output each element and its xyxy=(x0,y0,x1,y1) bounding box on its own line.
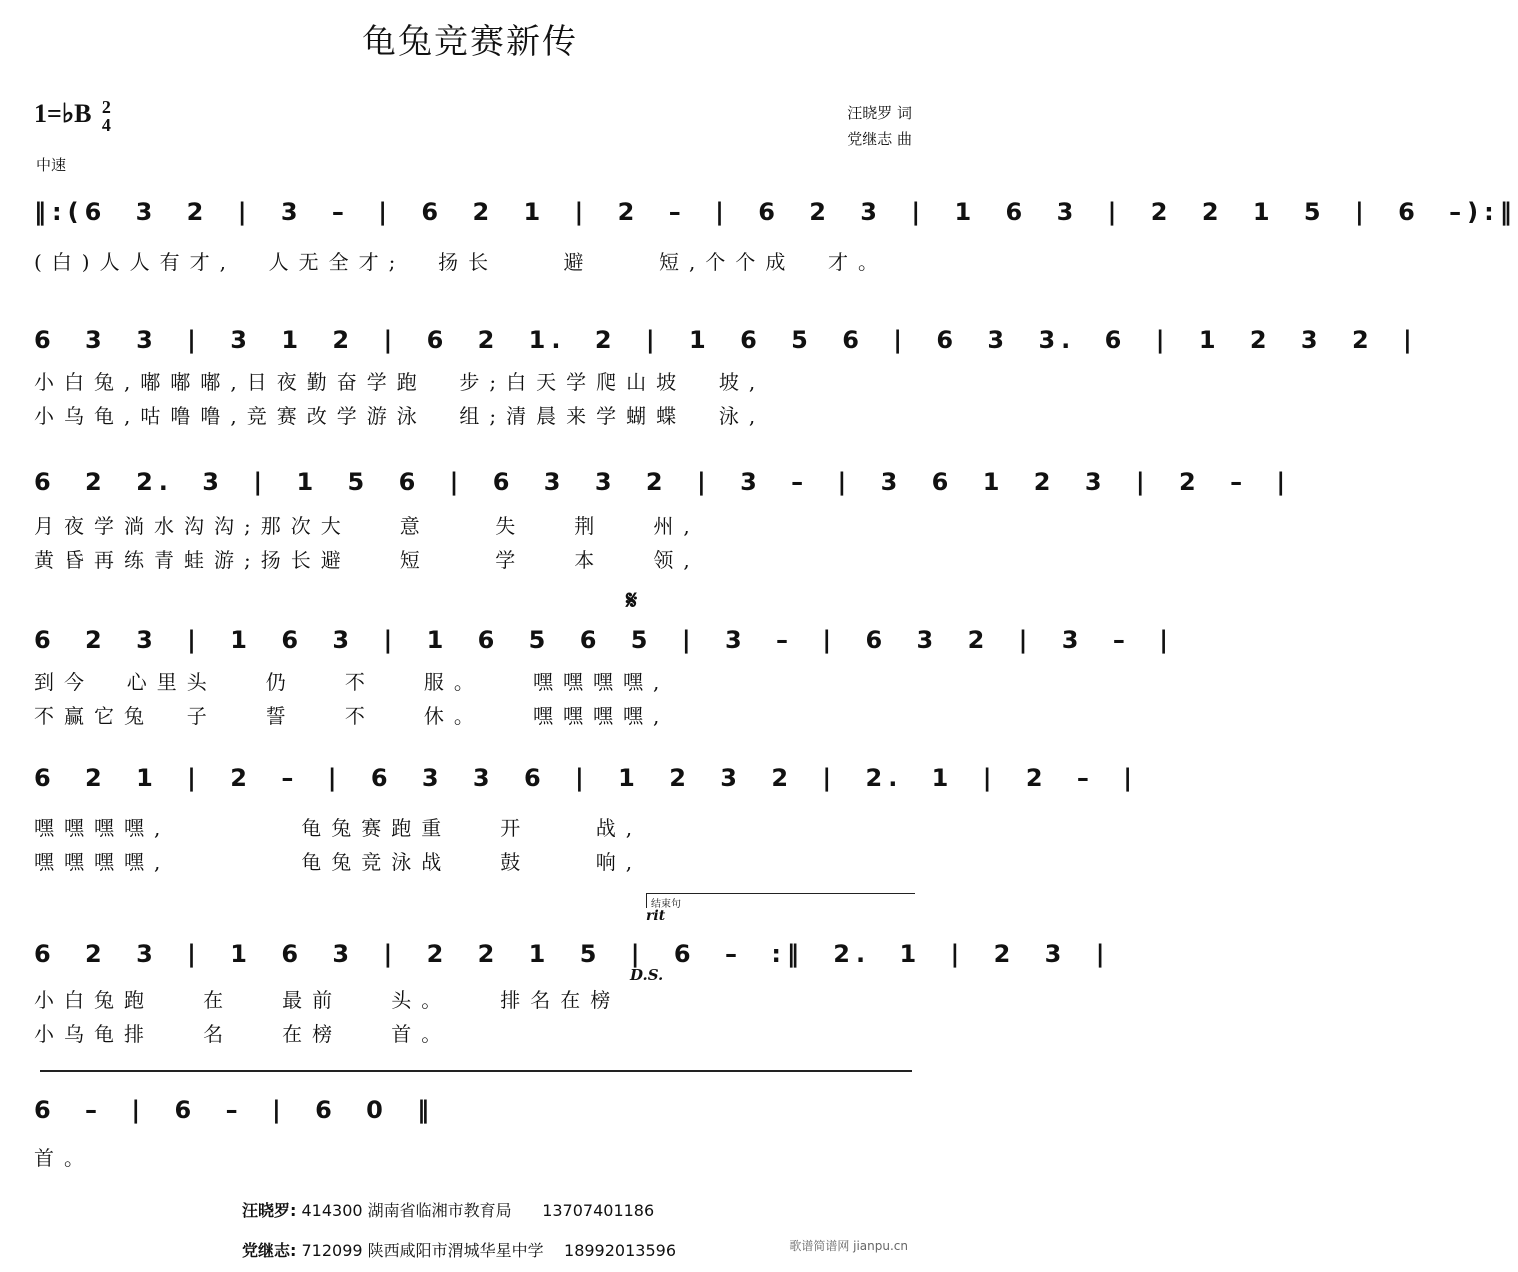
notation-system xyxy=(34,456,1292,514)
key-text: 1=♭B xyxy=(34,98,92,128)
segno-mark: 𝄋 xyxy=(626,586,638,616)
notation-line xyxy=(34,318,1418,362)
credits xyxy=(847,100,912,152)
lyric-line: 小白兔跑 在 最前 头。 排名在榜 xyxy=(34,988,621,1012)
notation-system xyxy=(34,752,1139,810)
footer-name-2: 党继志: xyxy=(242,1241,297,1260)
ds-mark: D.S. xyxy=(630,966,664,984)
lyric-line: 小乌龟,咕噜噜,竞赛改学游泳 组;清晨来学蝴蝶 泳, xyxy=(34,404,766,428)
footer-name-1: 汪晓罗: xyxy=(242,1201,297,1220)
notation-line xyxy=(34,618,1174,662)
song-title: 龟兔竞赛新传 xyxy=(362,22,578,62)
lyricist-credit: 汪晓罗 词 xyxy=(847,104,912,122)
ending-bracket xyxy=(646,893,915,908)
watermark: 歌谱简谱网 jianpu.cn xyxy=(789,1239,908,1253)
key-signature xyxy=(34,98,111,134)
notation-text: ‖:(6 3 2 | 3 – | 6 2 1 | 2 – | 6 2 3 | 1 6 3 | 2 2 1 5 | 6 –):‖ xyxy=(34,198,1518,226)
footer-line-1 xyxy=(242,1198,654,1221)
footer-line-2 xyxy=(242,1238,676,1261)
ending-label: 结束句 xyxy=(651,899,681,910)
footer-address-2: 712099 陕西咸阳市渭城华星中学 xyxy=(301,1241,544,1260)
lyric-line: 月夜学淌水沟沟;那次大 意 失 荆 州, xyxy=(34,514,700,538)
notation-system xyxy=(34,1084,920,1142)
lyric-line: 嘿嘿嘿嘿, 龟兔赛跑重 开 战, xyxy=(34,816,643,840)
system-rule xyxy=(40,1070,912,1072)
notation-line xyxy=(34,1088,920,1132)
footer-address-1: 414300 湖南省临湘市教育局 xyxy=(301,1201,512,1220)
lyric-line: 不赢它兔 子 誓 不 休。 嘿嘿嘿嘿, xyxy=(34,704,670,728)
notation-text: 6 – | 6 – | 6 0 ‖ xyxy=(34,1096,436,1124)
composer-credit: 党继志 曲 xyxy=(847,130,912,148)
notation-text: 6 3 3 | 3 1 2 | 6 2 1. 2 | 1 6 5 6 | 6 3 3. 6 | 1 2 3 2 | xyxy=(34,326,1418,354)
notation-text: 6 2 2. 3 | 1 5 6 | 6 3 3 2 | 3 – | 3 6 1 2 3 | 2 – | xyxy=(34,468,1292,496)
lyric-line: 小白兔,嘟嘟嘟,日夜勤奋学跑 步;白天学爬山坡 坡, xyxy=(34,370,766,394)
lyric-line: 黄昏再练青蛙游;扬长避 短 学 本 领, xyxy=(34,548,700,572)
notation-line xyxy=(34,932,1111,976)
notation-system xyxy=(34,314,1418,372)
lyric-line: 嘿嘿嘿嘿, 龟兔竞泳战 鼓 响, xyxy=(34,850,643,874)
notation-system xyxy=(34,186,1518,244)
footer-phone-1: 13707401186 xyxy=(542,1201,655,1220)
notation-system xyxy=(34,928,1111,986)
notation-line xyxy=(34,190,1518,234)
lyric-line: 到今 心里头 仍 不 服。 嘿嘿嘿嘿, xyxy=(34,670,670,694)
time-signature xyxy=(102,98,111,134)
notation-text: 6 2 3 | 1 6 3 | 2 2 1 5 | 6 – :‖ 2. 1 | 2 3 | xyxy=(34,940,1111,968)
notation-system xyxy=(34,614,1174,672)
notation-text: 6 2 3 | 1 6 3 | 1 6 5 6 5 | 3 – | 6 3 2 | 3 – | xyxy=(34,626,1174,654)
notation-line xyxy=(34,756,1139,800)
time-bottom: 4 xyxy=(101,115,111,135)
notation-line xyxy=(34,460,1292,504)
rit-mark: rit xyxy=(646,908,666,924)
footer-phone-2: 18992013596 xyxy=(564,1241,676,1260)
lyric-line: 首。 xyxy=(34,1146,94,1170)
tempo-mark: 中速 xyxy=(36,156,67,174)
lyric-line: (白)人人有才, 人无全才; 扬长 避 短,个个成 才。 xyxy=(34,250,889,274)
notation-text: 6 2 1 | 2 – | 6 3 3 6 | 1 2 3 2 | 2. 1 | 2 – | xyxy=(34,764,1139,792)
time-top: 2 xyxy=(101,97,111,117)
lyric-line: 小乌龟排 名 在榜 首。 xyxy=(34,1022,452,1046)
